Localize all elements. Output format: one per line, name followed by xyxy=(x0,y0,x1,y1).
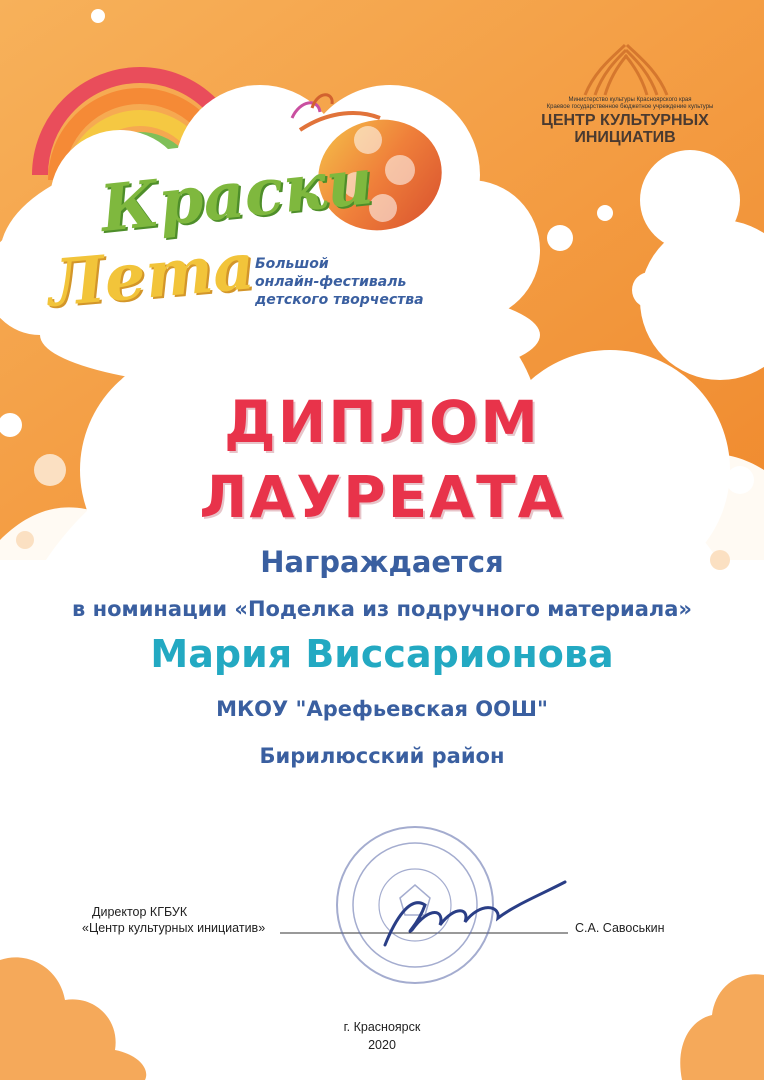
school-name: МКОУ "Арефьевская ООШ" xyxy=(216,697,548,721)
festival-subtitle xyxy=(255,255,424,309)
center-name-line1: ЦЕНТР КУЛЬТУРНЫХ xyxy=(541,112,709,129)
diploma-title-line1: ДИПЛОМ xyxy=(224,388,540,456)
district-name: Бирилюсский район xyxy=(259,744,505,768)
recipient-name: Мария Виссарионова xyxy=(150,632,614,676)
center-name xyxy=(520,112,730,146)
nomination-text: в номинации «Поделка из подручного материала» xyxy=(72,597,692,621)
institution-line: Краевое государственное бюджетное учреждение культуры xyxy=(546,104,714,110)
festival-subtitle-line1: Большой xyxy=(255,256,329,272)
center-name-line2: ИНИЦИАТИВ xyxy=(574,129,676,146)
signer-position-line1: Директор КГБУК xyxy=(92,905,188,919)
footer-city: г. Красноярск xyxy=(343,1020,421,1034)
festival-logo-line1: Краски xyxy=(96,143,377,248)
awarded-label: Награждается xyxy=(260,545,504,579)
festival-logo-line2: Лета xyxy=(45,229,258,322)
footer-year: 2020 xyxy=(368,1038,396,1052)
diploma-title-line2: ЛАУРЕАТА xyxy=(199,463,565,531)
signer-name: С.А. Савоськин xyxy=(575,921,665,935)
festival-subtitle-line2: онлайн-фестиваль xyxy=(255,274,407,290)
ministry-line: Министерство культуры Красноярского края xyxy=(568,97,692,103)
signer-position-line2: «Центр культурных инициатив» xyxy=(82,921,266,935)
festival-subtitle-line3: детского творчества xyxy=(255,292,424,308)
